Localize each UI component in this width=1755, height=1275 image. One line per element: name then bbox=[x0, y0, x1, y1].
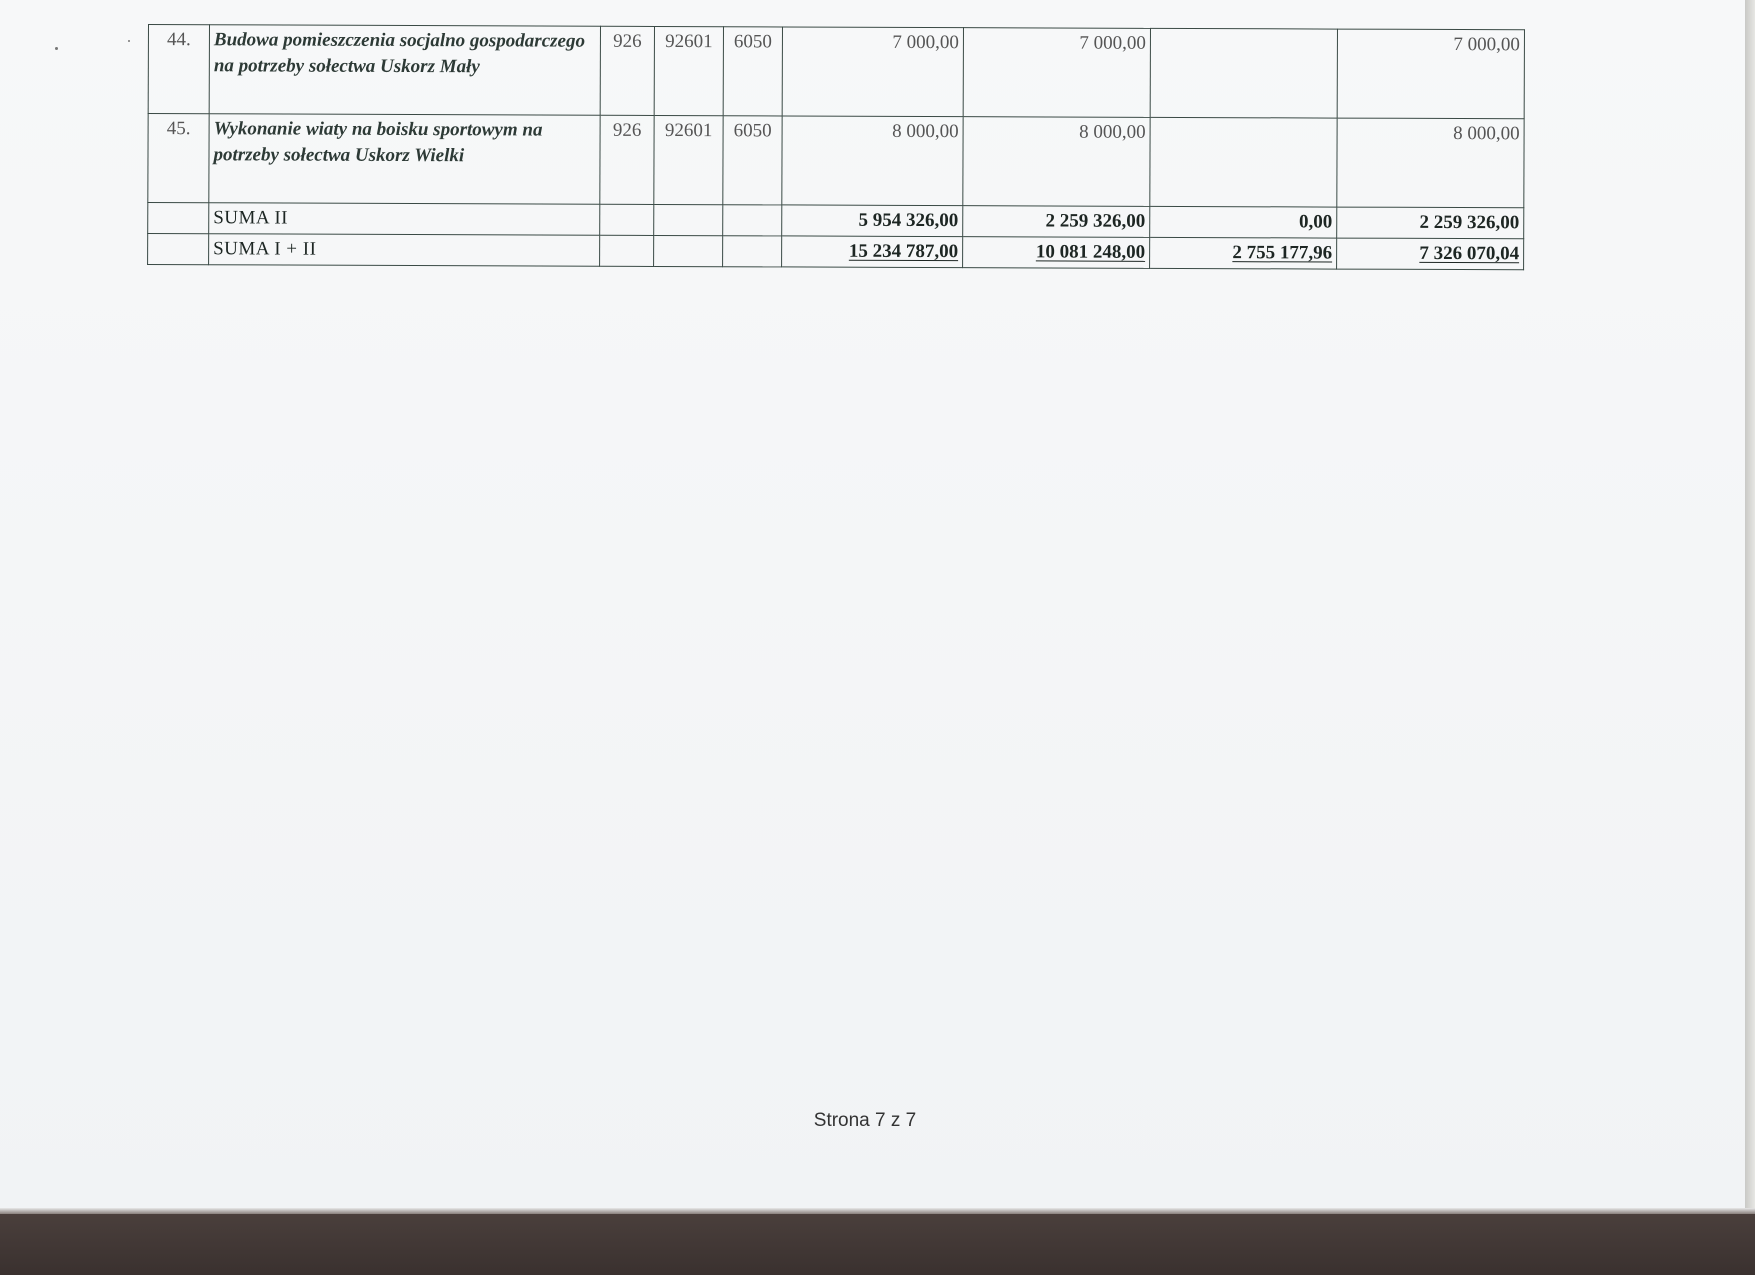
amount-c-cell bbox=[1150, 117, 1337, 207]
amount-d-cell: 8 000,00 bbox=[1337, 118, 1524, 208]
amount-b-cell: 8 000,00 bbox=[963, 117, 1150, 207]
sum-total-amount-c-cell bbox=[1150, 237, 1337, 269]
amount-a-cell: 8 000,00 bbox=[782, 116, 963, 206]
scan-speck bbox=[55, 47, 58, 50]
scan-speck bbox=[128, 40, 130, 42]
empty-cell bbox=[654, 204, 723, 235]
rozdzial-cell: 92601 bbox=[654, 115, 723, 204]
sum-total-amount-a-cell bbox=[782, 236, 963, 268]
task-name-cell bbox=[209, 25, 600, 116]
amount-d-cell: 7 000,00 bbox=[1337, 29, 1524, 119]
page-edge-shadow bbox=[1745, 0, 1755, 1220]
sum-total-label: SUMA I + II bbox=[209, 234, 600, 267]
task-name: Budowa pomieszczenia socjalno gospodarczego na potrzeby sołectwa Uskorz Mały bbox=[213, 29, 586, 78]
sum-ii-amount-d: 2 259 326,00 bbox=[1337, 207, 1524, 239]
scanner-bed-strip bbox=[0, 1214, 1755, 1275]
empty-cell bbox=[148, 203, 209, 234]
sum-ii-amount-c: 0,00 bbox=[1150, 206, 1337, 238]
sum-total-amount-b-cell bbox=[963, 237, 1150, 269]
dzial-cell: 926 bbox=[600, 115, 654, 204]
sum-ii-amount-a: 5 954 326,00 bbox=[782, 205, 963, 237]
sum-ii-amount-b: 2 259 326,00 bbox=[963, 206, 1150, 238]
empty-cell bbox=[654, 235, 723, 266]
budget-table bbox=[147, 24, 1525, 270]
sum-total-amount-d-cell bbox=[1337, 238, 1524, 270]
paragraf-cell: 6050 bbox=[723, 27, 782, 116]
sum-total-row bbox=[148, 234, 1524, 270]
task-name: Wykonanie wiaty na boisku sportowym na potrzeby sołectwa Uskorz Wielki bbox=[213, 118, 543, 167]
amount-b-cell: 7 000,00 bbox=[963, 28, 1150, 118]
empty-cell bbox=[600, 235, 654, 266]
empty-cell bbox=[148, 234, 209, 265]
sum-total-amount-b: 10 081 248,00 bbox=[1035, 241, 1146, 263]
amount-a-cell: 7 000,00 bbox=[782, 27, 963, 117]
sum-ii-label: SUMA II bbox=[209, 203, 600, 236]
amount-c-cell bbox=[1150, 28, 1337, 118]
empty-cell bbox=[723, 236, 782, 267]
rozdzial-cell: 92601 bbox=[654, 26, 723, 115]
task-name-cell bbox=[209, 114, 600, 205]
sum-total-amount-d: 7 326 070,04 bbox=[1419, 242, 1520, 265]
empty-cell bbox=[723, 205, 782, 236]
table-row bbox=[148, 25, 1524, 119]
table-row bbox=[148, 114, 1524, 208]
row-number: 45. bbox=[148, 114, 209, 203]
sum-total-amount-a: 15 234 787,00 bbox=[848, 240, 959, 263]
dzial-cell: 926 bbox=[600, 26, 654, 115]
row-number: 44. bbox=[148, 25, 209, 114]
paragraf-cell: 6050 bbox=[723, 116, 782, 205]
empty-cell bbox=[600, 204, 654, 235]
page-number: Strona 7 z 7 bbox=[813, 1110, 917, 1131]
sum-total-amount-c: 2 755 177,96 bbox=[1232, 242, 1333, 264]
